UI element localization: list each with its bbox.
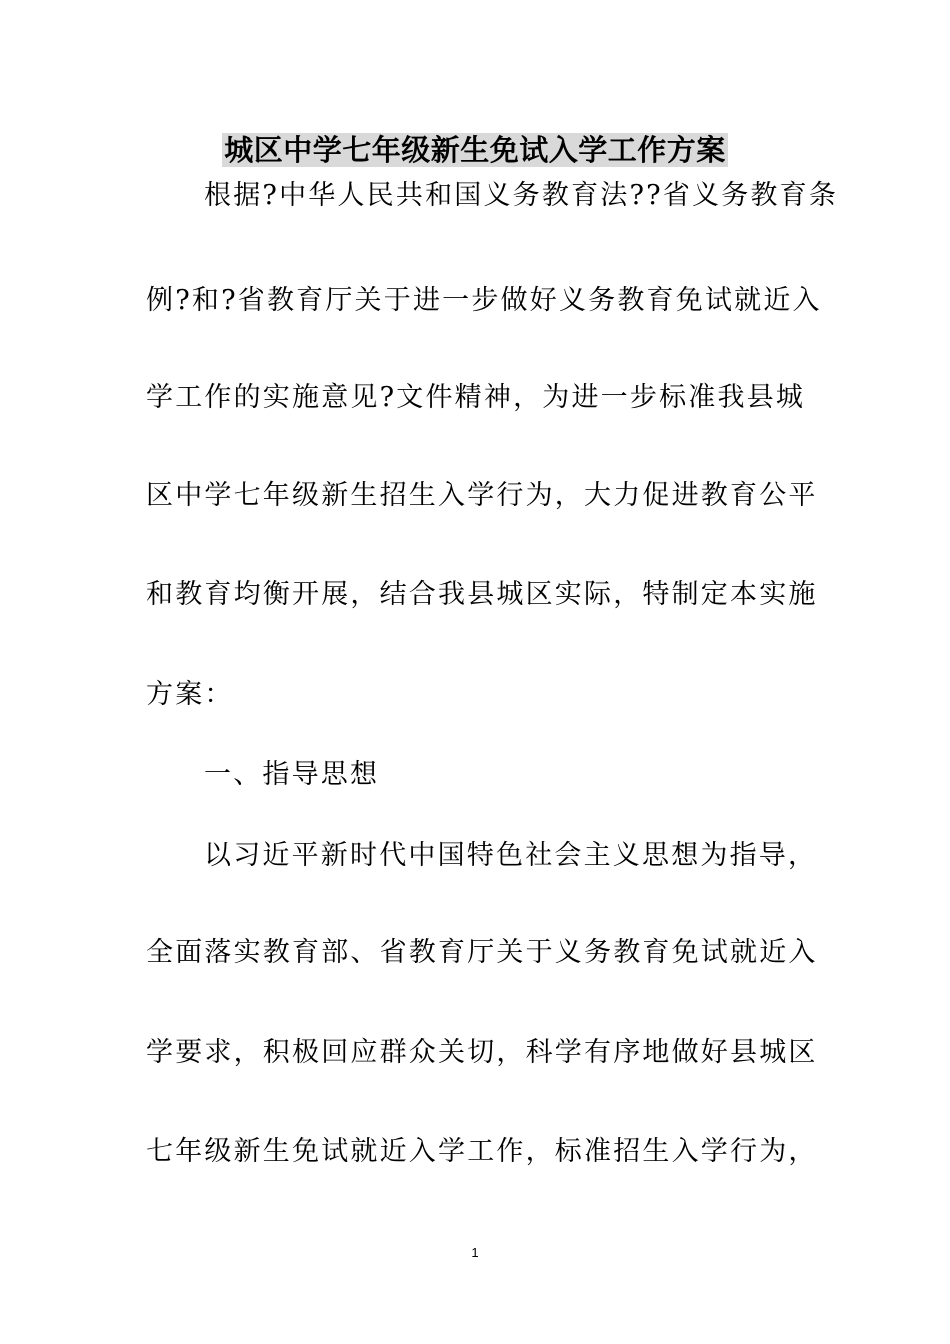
paragraph-line: 例?和?省教育厅关于进一步做好义务教育免试就近入 [146,285,822,316]
paragraph-line: 和教育均衡开展，结合我县城区实际，特制定本实施 [146,579,818,610]
paragraph-line: 根据?中华人民共和国义务教育法??省义务教育条 [204,180,839,211]
paragraph-line: 方案： [146,679,234,710]
paragraph-line: 区中学七年级新生招生入学行为，大力促进教育公平 [146,480,818,511]
paragraph-line: 七年级新生免试就近入学工作，标准招生入学行为， [146,1136,818,1167]
paragraph-line: 学要求，积极回应群众关切，科学有序地做好县城区 [146,1037,818,1068]
paragraph-line: 以习近平新时代中国特色社会主义思想为指导， [204,840,818,871]
paragraph-line: 全面落实教育部、省教育厅关于义务教育免试就近入 [146,937,818,968]
paragraph-line: 学工作的实施意见?文件精神，为进一步标准我县城 [146,382,806,413]
document-title [0,130,950,170]
document-title-text: 城区中学七年级新生免试入学工作方案 [224,133,726,167]
page-number: 1 [471,1245,479,1260]
section-heading: 一、指导思想 [204,759,380,790]
